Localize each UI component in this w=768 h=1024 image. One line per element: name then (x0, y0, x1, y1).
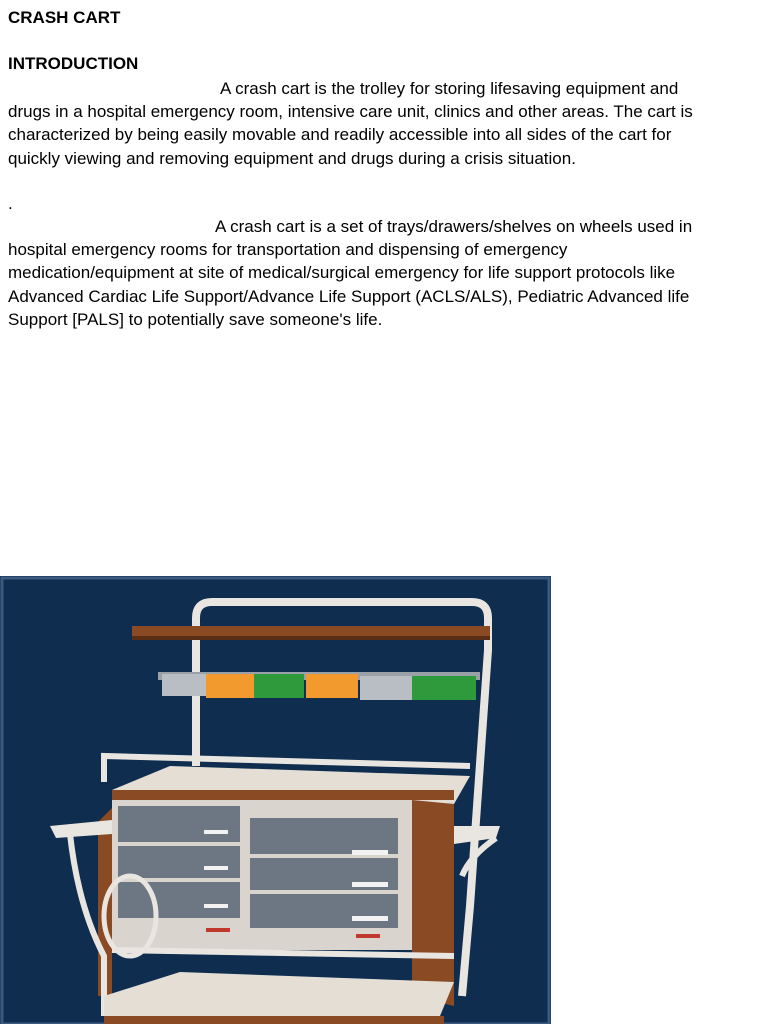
top-shelf (132, 626, 490, 636)
crash-cart-photo (0, 576, 551, 1024)
drawers-right (250, 818, 398, 928)
separator-mark: . (8, 194, 13, 213)
crash-cart-illustration (0, 576, 551, 1024)
storage-bins (162, 674, 476, 700)
drawers-left (118, 806, 240, 918)
document-title: CRASH CART (8, 8, 121, 27)
paragraph-1: A crash cart is the trolley for storing lifesaving equipment and drugs in a hospital emergency room, intensive care unit, clinics and other areas. The cart is characterized by being easily movable and readily accessible into all sides of the cart for quickly viewing and removing equipment and drugs during a crisis situation. (8, 79, 693, 168)
section-heading-introduction: INTRODUCTION (8, 54, 139, 73)
paragraph-2: A crash cart is a set of trays/drawers/shelves on wheels used in hospital emergency rooms for transportation and dispensing of emergency medication/equipment at site of medical/surgical emergency for life support protocols like Advanced Cardiac Life Support/Advance Life Support (ACLS/ALS), Pediatric Advanced life Support [PALS] to potentially save someone's life. (8, 217, 693, 329)
